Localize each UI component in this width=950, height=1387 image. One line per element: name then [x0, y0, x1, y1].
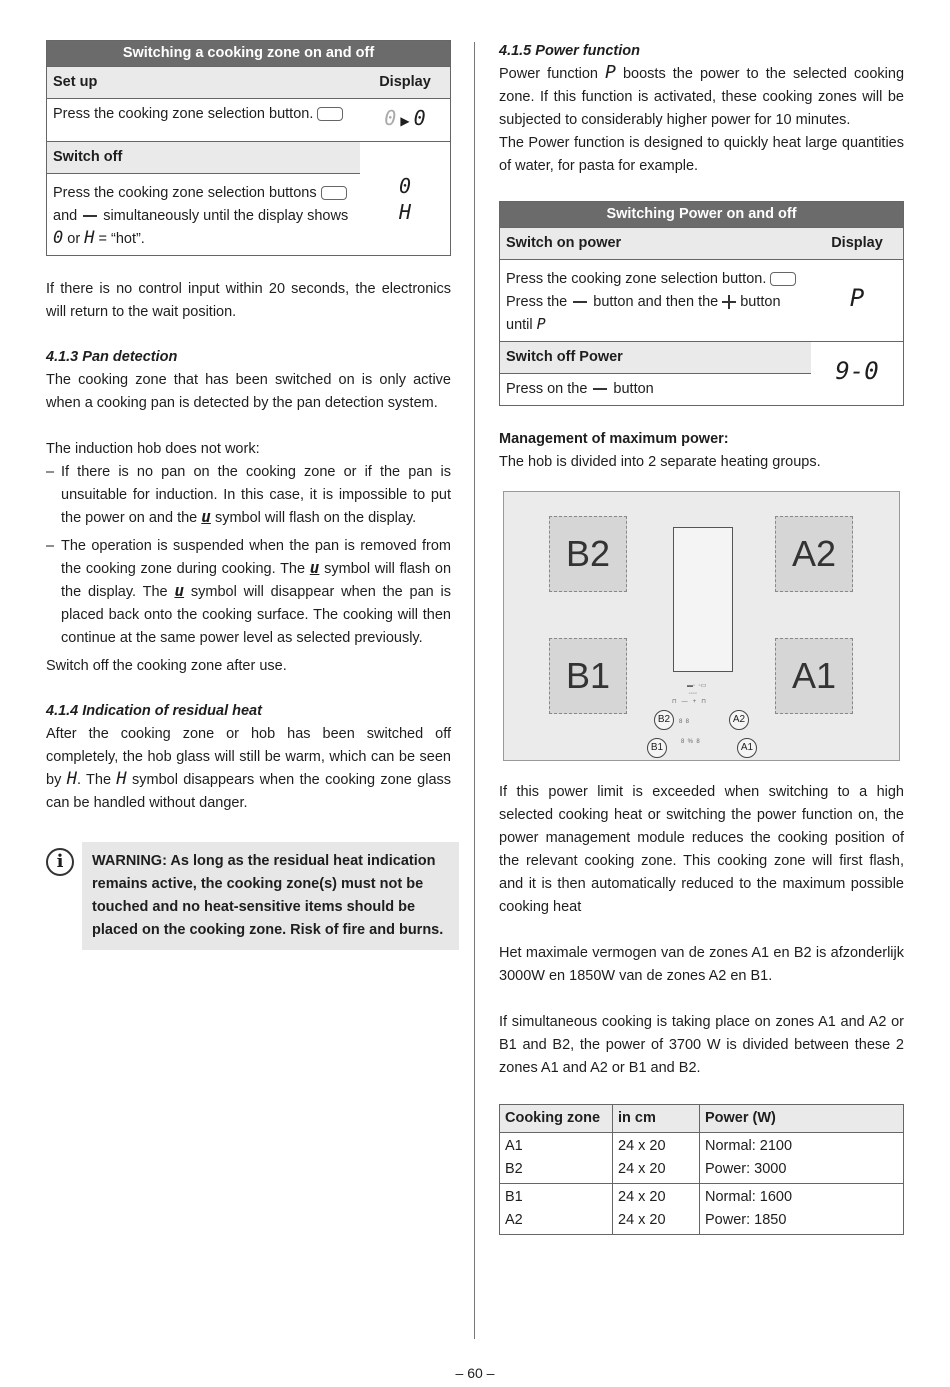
control-circle-a2: A2 [729, 710, 749, 730]
switchoff-label: Switch off [47, 142, 361, 174]
pan-symbol: u [309, 558, 320, 577]
minus-icon [593, 388, 607, 390]
switchoff-text-1: Press the cooking zone selection buttons [53, 185, 317, 201]
zone-a2: A2 [775, 516, 853, 592]
power-paragraph-2: The Power function is designed to quickly heat large quantities of water, for pasta for example. [499, 135, 904, 174]
minus-icon [83, 215, 97, 217]
zone-b2: B2 [549, 516, 627, 592]
pan-bullet-1: – If there is no pan on the cooking zone or if the pan is unsuitable for induction. In this case, it is impossible to put the power on and the u symbol will flash on the display. [46, 461, 451, 530]
table-header: Cooking zone [500, 1105, 613, 1133]
switch-off-power-label: Switch off Power [500, 342, 812, 374]
power-function-heading: 4.1.5 Power function [499, 43, 640, 59]
h-symbol: H [116, 769, 127, 789]
control-panel-icon: 8 % 8 [681, 739, 700, 745]
setup-text: Press the cooking zone selection button. [53, 106, 314, 122]
p-symbol: P [536, 315, 546, 333]
power-paragraph-1: Power function P boosts the power to the selected cooking zone. If this function is activated, these cooking zones will be subjected to considerably higher power for 10 minutes. [499, 62, 905, 128]
dutch-paragraph: Het maximale vermogen van de zones A1 en B2 is afzonderlijk 3000W en 1850W van de zones A2 en B1. [499, 945, 904, 984]
cooking-zone-table [499, 1104, 904, 1235]
info-icon: i [46, 848, 74, 876]
or-text: or [67, 231, 81, 247]
power-table-title: Switching Power on and off [500, 202, 904, 228]
control-circle-b1: B1 [647, 738, 667, 758]
display-from: 0 [384, 105, 397, 130]
table-header: Power (W) [700, 1105, 904, 1133]
pan-after: Switch off the cooking zone after use. [46, 658, 287, 674]
switchoff-display-h: H [398, 199, 412, 224]
page-number: – 60 – [455, 1365, 495, 1381]
switchoff-display-0: 0 [398, 173, 412, 198]
power-display-off: 9-0 [835, 356, 879, 385]
pan-detection-heading: 4.1.3 Pan detection [46, 349, 178, 365]
zone-select-button-icon [317, 107, 343, 121]
pan-symbol: u [201, 507, 211, 526]
limit-paragraph: If this power limit is exceeded when switching to a high selected cooking heat or switching the power function on, the power management module reduces the cooking position of the relevant cooking zone. This cooking zone will first flash, and it is then automatically reduced to the maximum possible cooking heat [499, 784, 904, 915]
zero-symbol: 0 [53, 228, 64, 248]
column-divider [474, 42, 475, 1339]
switchoff-text-2b: simultaneously until the display shows [103, 208, 349, 224]
pan-paragraph: The cooking zone that has been switched on is only active when a cooking pan is detected by the pan detection system. [46, 372, 451, 411]
zone-select-button-icon [321, 186, 347, 200]
management-paragraph: The hob is divided into 2 separate heating groups. [499, 454, 821, 470]
switchoff-text-2a: and [53, 208, 78, 224]
pan-symbol: u [174, 581, 185, 600]
control-panel-icon: ⊓ — + ⊓ [672, 699, 706, 705]
switch-zone-table [46, 40, 451, 256]
pan-bullets [46, 461, 451, 650]
warning-box: WARNING: As long as the residual heat indication remains active, the cooking zone(s) must not be touched and no heat-sensitive items should be placed on the cooking zone. Risk of fire and burns. [82, 842, 459, 950]
residual-paragraph: After the cooking zone or hob has been switched off completely, the hob glass will still be warm, which can be seen by H. The H symbol disappears when the cooking zone glass can be handled without danger. [46, 726, 452, 811]
setup-label: Set up [47, 67, 361, 99]
left-column [46, 40, 452, 938]
power-display-p: P [849, 283, 865, 312]
power-display-label: Display [811, 228, 904, 260]
control-circle-a1: A1 [737, 738, 757, 758]
table-header: in cm [613, 1105, 700, 1133]
switch-on-label: Switch on power [500, 228, 812, 260]
plus-icon [722, 295, 736, 309]
h-symbol: H [84, 228, 95, 248]
right-column [499, 40, 904, 1235]
p-symbol: P [605, 62, 616, 83]
pan-bullet-2: – The operation is suspended when the pan is removed from the cooking zone during cooking. The u symbol will flash on the display. The u symbol will disappear when the pan is placed back onto the cooking surface. The cooking will then continue at the same power level as selected previously. [46, 535, 451, 650]
bridge-zone [673, 527, 733, 672]
control-circle-b2: B2 [654, 710, 674, 730]
hob-diagram [503, 491, 900, 761]
zone-b1: B1 [549, 638, 627, 714]
control-panel-icon: ▬◦ ◦▭ ◦◦◦◦ [687, 683, 707, 697]
table-row: A1 B2 24 x 20 24 x 20 Normal: 2100 Power: 3000 [500, 1133, 904, 1184]
zone-a1: A1 [775, 638, 853, 714]
minus-icon [573, 301, 587, 303]
residual-heat-heading: 4.1.4 Indication of residual heat [46, 703, 262, 719]
zone-select-button-icon [770, 272, 796, 286]
power-table: Switching Power on and off Switch on power Display Press the cooking zone selection button. Press the button and then the button until P P Switch off Power 9-0 Press on the button [499, 201, 904, 406]
switch-table-title: Switching a cooking zone on and off [47, 41, 451, 67]
control-panel-icon: 8 8 [679, 719, 690, 725]
h-symbol: H [66, 769, 77, 789]
return-paragraph: If there is no control input within 20 seconds, the electronics will return to the wait position. [46, 281, 451, 320]
table-row: B1 A2 24 x 20 24 x 20 Normal: 1600 Power: 1850 [500, 1184, 904, 1235]
simultaneous-paragraph: If simultaneous cooking is taking place on zones A1 and A2 or B1 and B2, the power of 3700 W is divided between these 2 zones A1 and A2 or B1 and B2. [499, 1014, 904, 1076]
hot-text: = “hot”. [98, 231, 145, 247]
arrow-right-icon: ▶ [400, 113, 410, 128]
display-to: 0 [413, 105, 426, 130]
display-label: Display [360, 67, 451, 99]
pan-intro: The induction hob does not work: [46, 441, 260, 457]
management-heading: Management of maximum power: [499, 431, 729, 447]
